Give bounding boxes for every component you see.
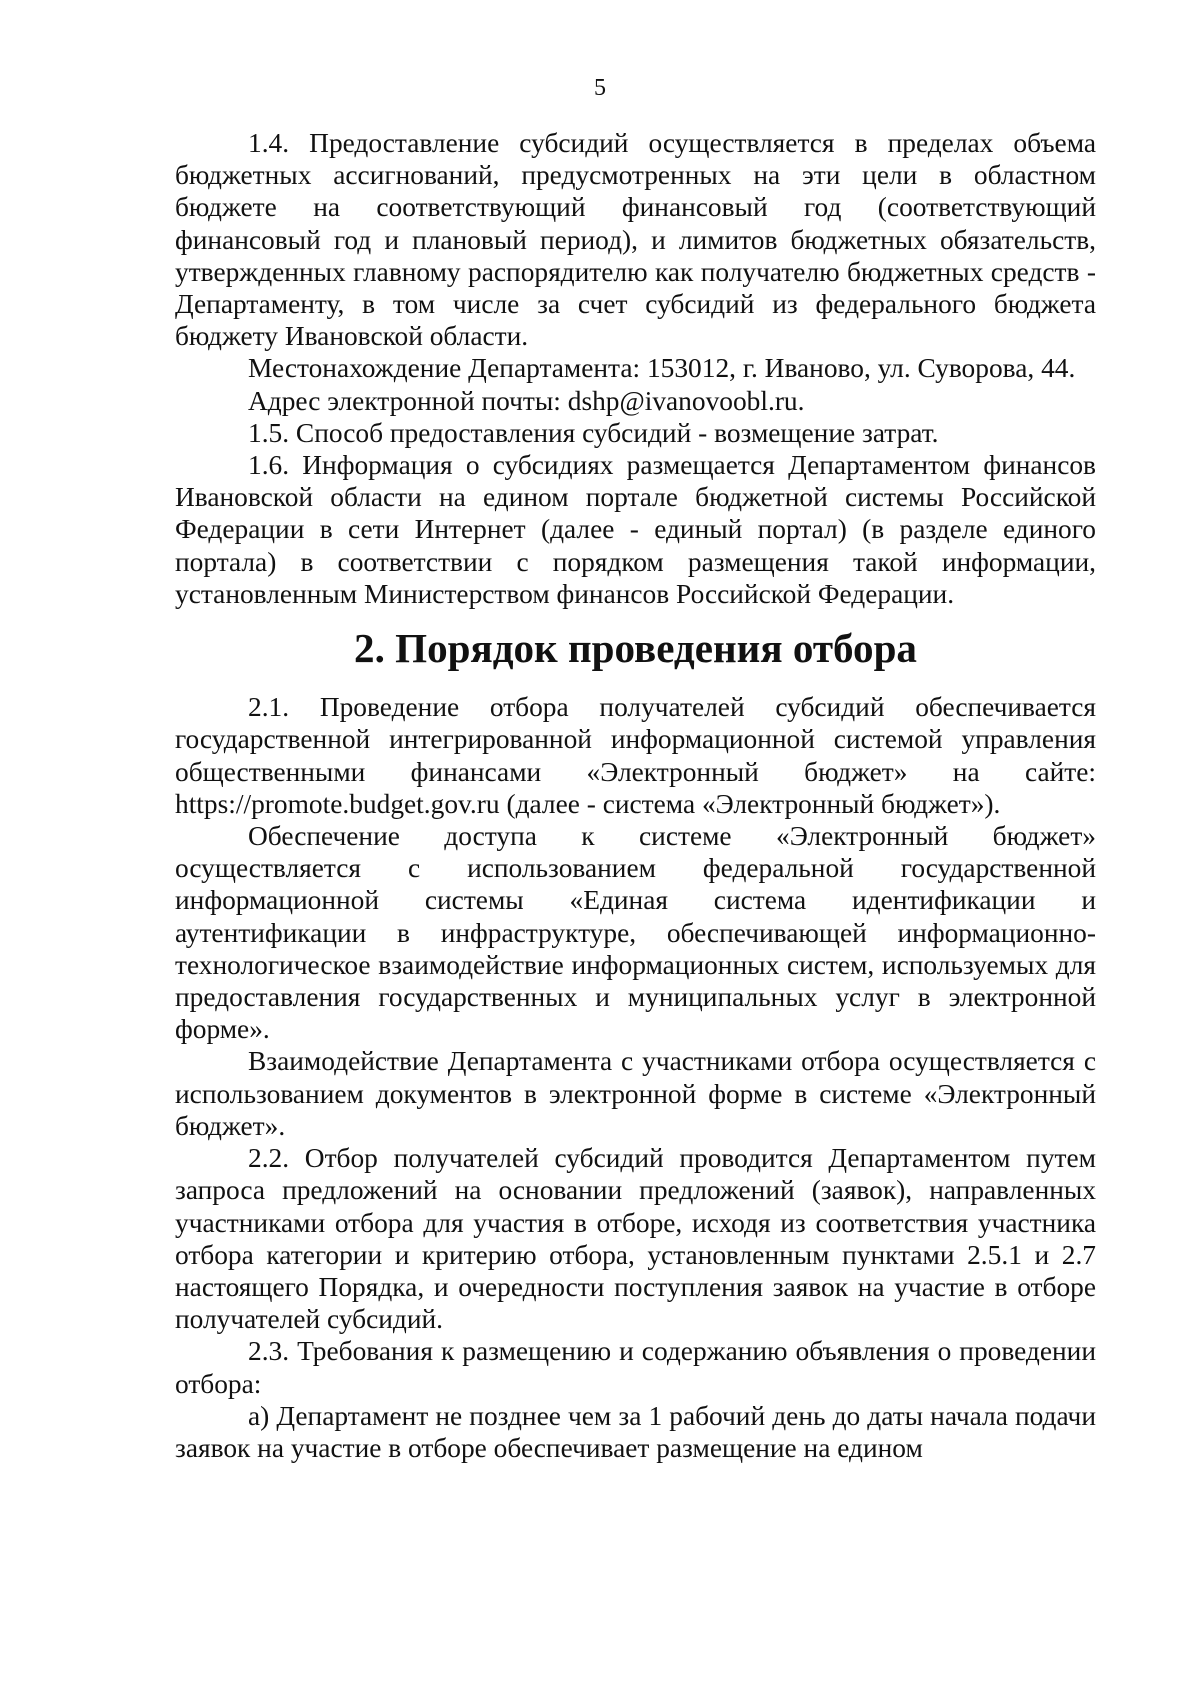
paragraph-1-6: 1.6. Информация о субсидиях размещается Департаментом финансов Ивановской области на едином портале бюджетной системы Российской Федерации в сети Интернет (далее - единый портал) (в разделе единого портала) в соответствии с порядком размещения такой информации, установленным Министерством финансов Российской Федерации. xyxy=(175,450,1096,609)
paragraph-access: Обеспечение доступа к системе «Электронный бюджет» осуществляется с использованием федеральной государственной информационной системы «Единая система идентификации и аутентификации в инфраструктуре, обеспечивающей информационно-технологическое взаимодействие информационных систем, используемых для предоставления государственных и муниципальных услуг в электронной форме». xyxy=(175,821,1096,1045)
paragraph-2-3-a: а) Департамент не позднее чем за 1 рабочий день до даты начала подачи заявок на участие в отборе обеспечивает размещение на едином xyxy=(175,1400,1096,1463)
paragraph-1-4: 1.4. Предоставление субсидий осуществляется в пределах объема бюджетных ассигнований, предусмотренных на эти цели в областном бюджете на соответствующий финансовый год (соответствующий финансовый год и плановый период), и лимитов бюджетных обязательств, утвержденных главному распорядителю как получателю бюджетных средств - Департаменту, в том числе за счет субсидий из федерального бюджета бюджету Ивановской области. xyxy=(175,128,1096,352)
paragraph-2-3: 2.3. Требования к размещению и содержанию объявления о проведении отбора: xyxy=(175,1336,1096,1399)
paragraph-location: Местонахождение Департамента: 153012, г. Иваново, ул. Суворова, 44. xyxy=(248,353,1076,384)
paragraph-2-1: 2.1. Проведение отбора получателей субсидий обеспечивается государственной интегрированной информационной системой управления общественными финансами «Электронный бюджет» на сайте: https://promote.budget.gov.ru (далее - система «Электронный бюджет»). xyxy=(175,692,1096,819)
paragraph-interaction: Взаимодействие Департамента с участниками отбора осуществляется с использованием документов в электронной форме в системе «Электронный бюджет». xyxy=(175,1046,1096,1141)
paragraph-2-2: 2.2. Отбор получателей субсидий проводится Департаментом путем запроса предложений на основании предложений (заявок), направленных участниками отбора для участия в отборе, исходя из соответствия участника отбора категории и критерию отбора, установленным пунктами 2.5.1 и 2.7 настоящего Порядка, и очередности поступления заявок на участие в отборе получателей субсидий. xyxy=(175,1143,1096,1335)
page-number: 5 xyxy=(594,75,606,101)
paragraph-1-5: 1.5. Способ предоставления субсидий - возмещение затрат. xyxy=(248,417,939,448)
paragraph-email: Адрес электронной почты: dshp@ivanovoobl.ru. xyxy=(248,385,805,416)
section-2-heading: 2. Порядок проведения отбора xyxy=(354,625,917,672)
document-body xyxy=(175,127,1096,1464)
